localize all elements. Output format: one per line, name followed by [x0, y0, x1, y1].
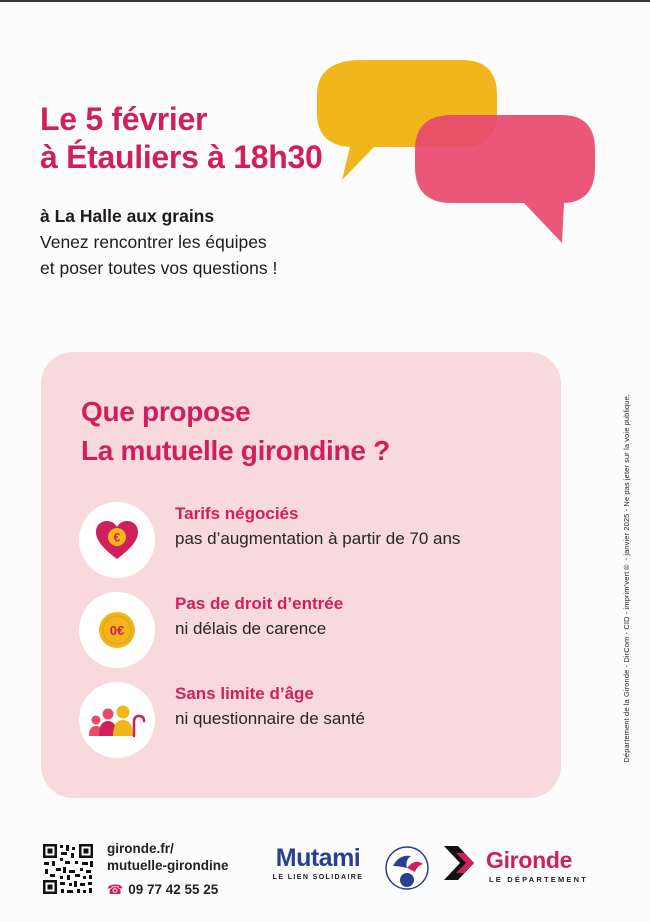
headline-date: Le 5 février — [40, 101, 208, 137]
feature-icon-circle — [79, 592, 155, 668]
family-icon — [88, 702, 146, 738]
entreprise-solidaire-seal-icon — [385, 846, 429, 890]
venue-name: à La Halle aux grains — [40, 206, 215, 226]
panel-title-line-1: Que propose — [81, 396, 251, 427]
feature-title: Pas de droit d’entrée — [175, 594, 344, 613]
top-border — [0, 0, 650, 2]
mutuelle-info-panel — [41, 352, 561, 798]
feature-description: ni questionnaire de santé — [175, 709, 365, 728]
zero-euro-coin-icon — [97, 610, 137, 650]
mutami-wordmark: Mutami — [275, 844, 361, 872]
gironde-chevron-icon — [442, 844, 482, 882]
description-line-1: Venez rencontrer les équipes — [40, 232, 267, 252]
gironde-logo — [442, 844, 588, 887]
feature-title: Sans limite d’âge — [175, 684, 314, 703]
contact-info — [107, 840, 229, 898]
headline-place-time: à Étauliers à 18h30 — [40, 139, 323, 175]
event-headline — [40, 100, 322, 176]
website-link-line-1[interactable]: gironde.fr/ — [107, 841, 174, 856]
qr-code-icon — [42, 843, 94, 895]
legal-side-note: Département de la Gironde - DirCom - CID - imprim’vert® - janvier 2025 - Ne pas jeter sur la voie publique. — [622, 394, 631, 763]
gironde-tagline: LE DÉPARTEMENT — [489, 875, 588, 884]
gironde-wordmark: Gironde — [486, 847, 573, 873]
svg-text:€: € — [113, 530, 121, 545]
feature-description: ni délais de carence — [175, 619, 327, 638]
panel-title — [81, 392, 390, 470]
feature-title: Tarifs négociés — [175, 504, 299, 523]
speech-bubbles-icon — [312, 55, 602, 245]
website-link-line-2[interactable]: mutuelle-girondine — [107, 858, 229, 873]
feature-icon-circle — [79, 502, 155, 578]
description-line-2: et poser toutes vos questions ! — [40, 258, 278, 278]
event-details — [40, 203, 277, 281]
phone-icon: ☎ — [107, 882, 124, 897]
mutami-logo — [264, 844, 372, 881]
mutami-tagline: LE LIEN SOLIDAIRE — [272, 874, 364, 881]
phone-number-text: 09 77 42 55 25 — [128, 882, 219, 897]
footer — [0, 830, 650, 900]
svg-text:0€: 0€ — [109, 623, 125, 638]
phone-number[interactable] — [107, 881, 229, 898]
heart-euro-icon — [94, 519, 140, 561]
feature-icon-circle — [79, 682, 155, 758]
feature-description: pas d’augmentation à partir de 70 ans — [175, 529, 461, 548]
panel-title-line-2: La mutuelle girondine ? — [81, 435, 390, 466]
